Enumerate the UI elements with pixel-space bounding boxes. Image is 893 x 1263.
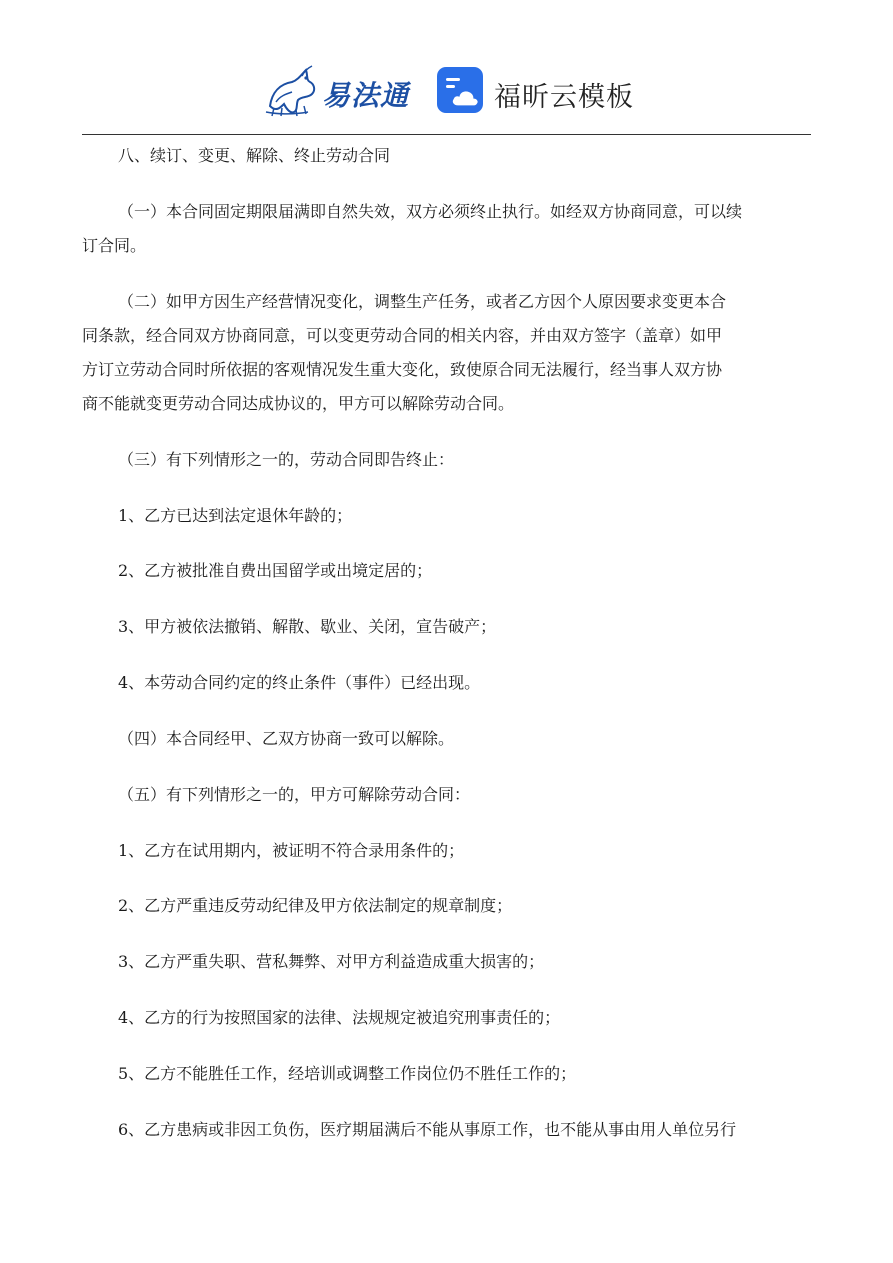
foxit-template-logo (436, 66, 656, 116)
list-item: 5、乙方不能胜任工作，经培训或调整工作岗位仍不胜任工作的； (118, 1064, 577, 1083)
list-item: 2、乙方被批准自费出国留学或出境定居的； (118, 561, 433, 580)
paragraph-line: 方订立劳动合同时所依据的客观情况发生重大变化，致使原合同无法履行，经当事人双方协 (82, 360, 723, 379)
list-item: 6、乙方患病或非因工负伤，医疗期届满后不能从事原工作，也不能从事由用人单位另行 (118, 1120, 737, 1139)
section-heading: 八、续订、变更、解除、终止劳动合同 (118, 146, 391, 165)
header-divider (82, 134, 811, 135)
foxit-template-logo-text: 福昕云模板 (494, 82, 634, 113)
qilin-emblem-icon (262, 62, 322, 118)
list-item: 1、乙方已达到法定退休年龄的； (118, 506, 353, 525)
list-item: 4、本劳动合同约定的终止条件（事件）已经出现。 (118, 673, 481, 692)
list-item: 3、乙方严重失职、营私舞弊、对甲方利益造成重大损害的； (118, 952, 545, 971)
paragraph-line: （五）有下列情形之一的，甲方可解除劳动合同： (118, 785, 471, 804)
list-item: 3、甲方被依法撤销、解散、歇业、关闭，宣告破产； (118, 617, 497, 636)
paragraph-line: 同条款，经合同双方协商同意，可以变更劳动合同的相关内容，并由双方签字（盖章）如甲 (82, 326, 723, 345)
paragraph-line: （四）本合同经甲、乙双方协商一致可以解除。 (118, 729, 455, 748)
list-item: 2、乙方严重违反劳动纪律及甲方依法制定的规章制度； (118, 896, 513, 915)
paragraph-line: 商不能就变更劳动合同达成协议的，甲方可以解除劳动合同。 (82, 394, 515, 413)
paragraph-line: （一）本合同固定期限届满即自然失效，双方必须终止执行。如经双方协商同意，可以续 (118, 202, 743, 221)
page-header (0, 58, 893, 124)
yifatong-logo (262, 62, 422, 118)
list-item: 1、乙方在试用期内，被证明不符合录用条件的； (118, 841, 465, 860)
paragraph-line: （二）如甲方因生产经营情况变化，调整生产任务，或者乙方因个人原因要求变更本合 (118, 292, 727, 311)
paragraph-line: 订合同。 (82, 236, 147, 255)
list-item: 4、乙方的行为按照国家的法律、法规规定被追究刑事责任的； (118, 1008, 561, 1027)
yifatong-logo-text: 易法通 (322, 79, 410, 112)
paragraph-line: （三）有下列情形之一的，劳动合同即告终止： (118, 450, 455, 469)
cloud-document-icon (436, 66, 486, 116)
